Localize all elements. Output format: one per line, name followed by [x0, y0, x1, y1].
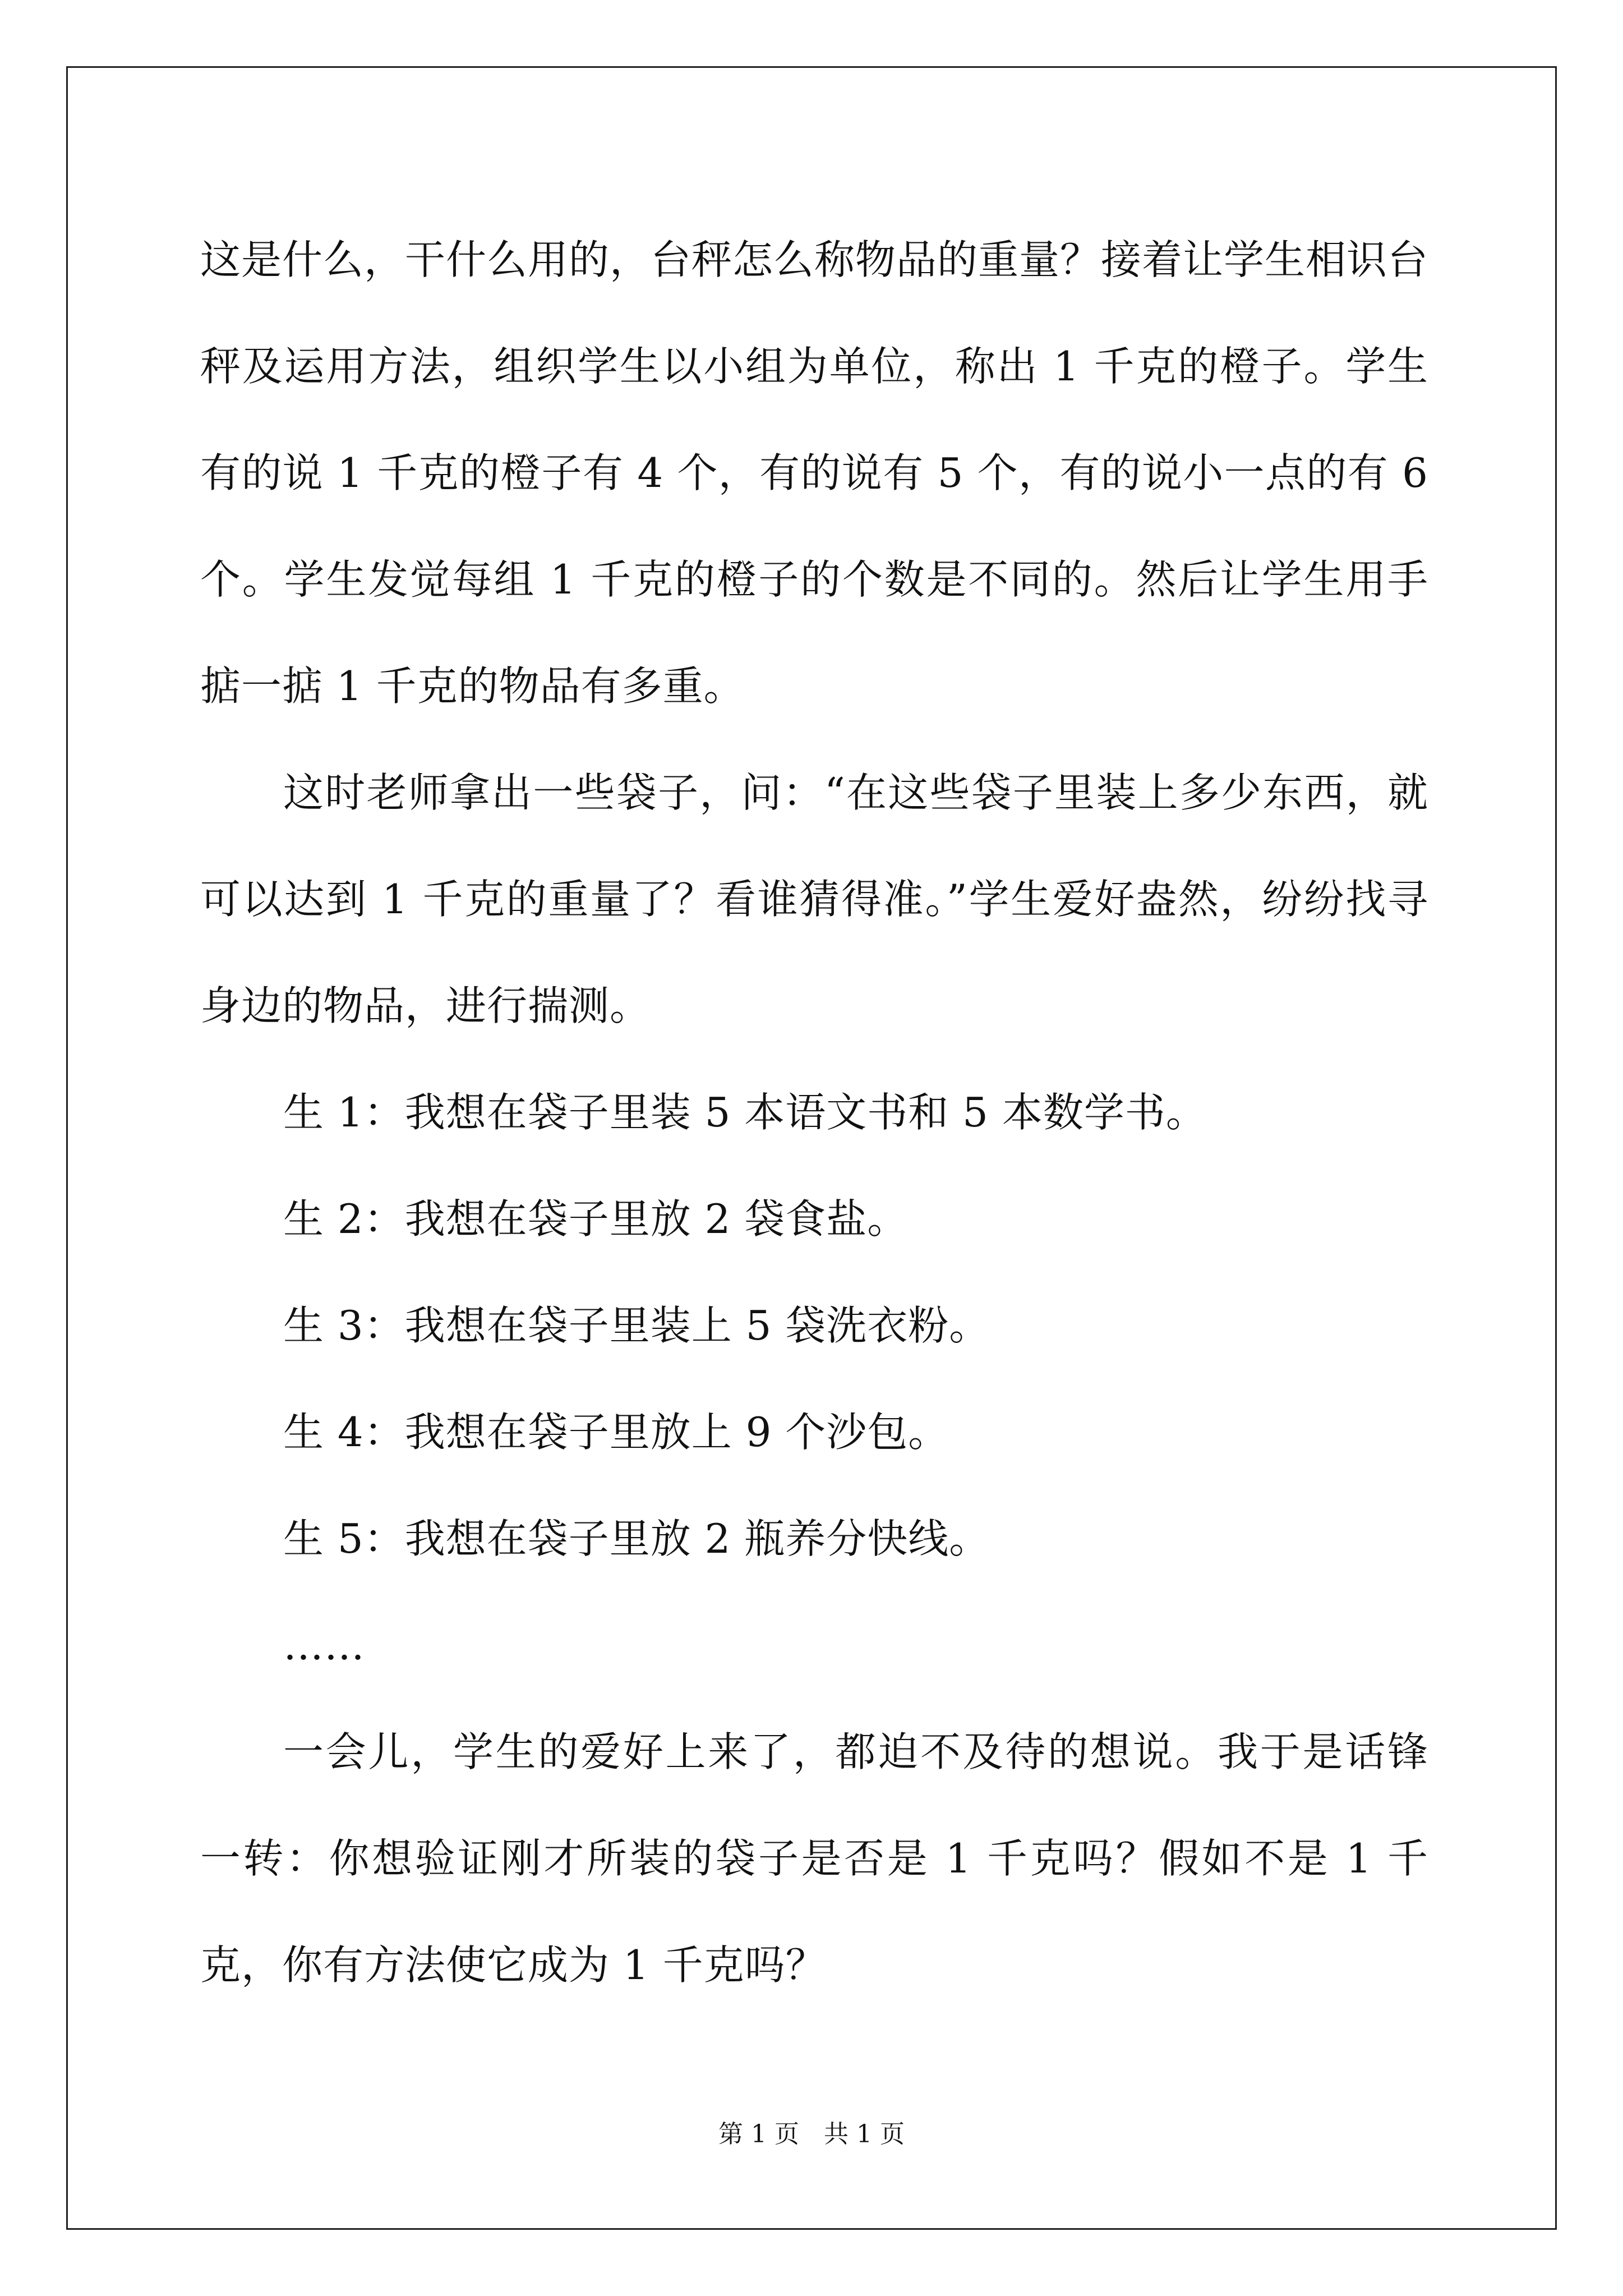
paragraph-9: 一会儿，学生的爱好上来了，都迫不及待的想说。我于是话锋一转：你想验证刚才所装的袋子是否是 1 千克吗？假如不是 1 千克，你有方法使它成为 1 千克吗？ — [200, 1728, 1428, 1989]
paragraph-3: 生 1：我想在袋子里装 5 本语文书和 5 本数学书。 — [283, 1089, 1207, 1136]
paragraph-7: 生 5：我想在袋子里放 2 瓶养分快线。 — [283, 1515, 990, 1562]
paragraph-1: 这是什么，干什么用的，台秤怎么称物品的重量？接着让学生相识台秤及运用方法，组织学生以小组为单位，称出 1 千克的橙子。学生有的说 1 千克的橙子有 4 个，有的说有 5 个，有的说小一点的有 6 个。学生发觉每组 1 千克的橙子的个数是不同的。然后让学生用手掂一掂 1 千克的物品有多重。 — [200, 236, 1429, 710]
page-number-footer: 第 1 页 共 1 页 — [718, 2120, 905, 2148]
paragraph-4: 生 2：我想在袋子里放 2 袋食盐。 — [283, 1195, 909, 1243]
document-body — [200, 206, 1428, 2018]
paragraph-6: 生 4：我想在袋子里放上 9 个沙包。 — [283, 1409, 949, 1456]
paragraph-2: 这时老师拿出一些袋子，问：“在这些袋子里装上多少东西，就可以达到 1 千克的重量了？看谁猜得准。”学生爱好盎然，纷纷找寻身边的物品，进行揣测。 — [200, 769, 1428, 1029]
paragraph-ellipsis: …… — [283, 1622, 365, 1669]
paragraph-5: 生 3：我想在袋子里装上 5 袋洗衣粉。 — [283, 1302, 990, 1349]
